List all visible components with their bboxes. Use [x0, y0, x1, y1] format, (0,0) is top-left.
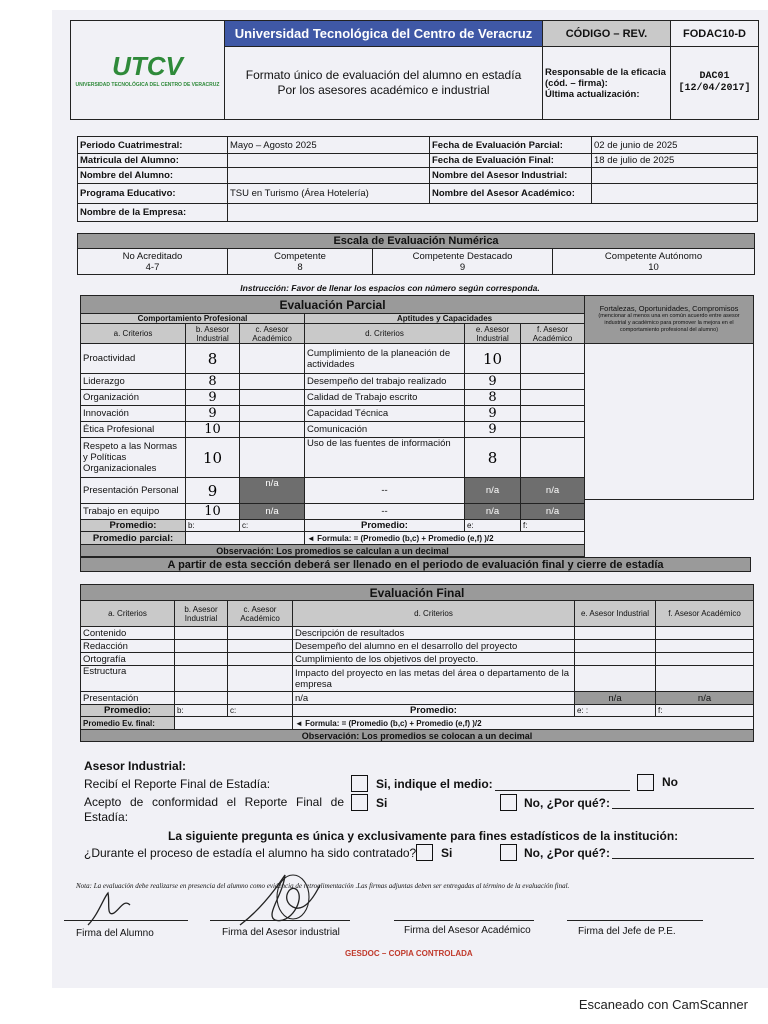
promedio-left-label: Promedio: — [81, 520, 186, 532]
promedio-final-label: Promedio Ev. final: — [81, 717, 175, 730]
table-row: Presentación Personal 9 n/a -- n/a n/a — [81, 478, 585, 504]
matricula-value — [228, 154, 430, 168]
academic-advisor-value — [592, 184, 758, 204]
observacion-parcial: Observación: Los promedios se calculan a un decimal — [81, 545, 585, 557]
final-title: Evaluación Final — [81, 585, 754, 601]
partial-eval-table — [80, 295, 585, 557]
final-date-label: Fecha de Evaluación Final: — [430, 154, 592, 168]
section-banner: A partir de esta sección deberá ser llenado en el periodo de evaluación final y cierre de estadía — [80, 557, 751, 572]
col-c: c. Asesor Académico — [240, 324, 305, 344]
student-signature-line — [64, 920, 188, 921]
hired-yes-checkbox[interactable] — [416, 844, 433, 861]
group-right: Aptitudes y Capacidades — [305, 314, 585, 324]
score-cell[interactable] — [240, 390, 305, 406]
code-value: FODAC10-D — [671, 21, 759, 47]
final-col-a: a. Criterios — [81, 601, 175, 627]
sig-label-academic: Firma del Asesor Académico — [404, 925, 531, 936]
table-row: Innovación 9 Capacidad Técnica 9 — [81, 406, 585, 422]
partial-date-value: 02 de junio de 2025 — [592, 137, 758, 154]
advisor-signature — [235, 865, 325, 935]
final-date-value: 18 de julio de 2025 — [592, 154, 758, 168]
table-row: Redacción Desempeño del alumno en el desarrollo del proyecto — [81, 640, 754, 653]
logo-cell — [71, 21, 225, 120]
university-title: Universidad Tecnológica del Centro de Veracruz — [225, 21, 543, 47]
score-cell: n/a — [240, 478, 305, 504]
matricula-label: Matricula del Alumno: — [78, 154, 228, 168]
academic-advisor-label: Nombre del Asesor Académico: — [430, 184, 592, 204]
score-cell[interactable]: 9 — [465, 374, 521, 390]
score-cell[interactable]: 10 — [186, 504, 240, 520]
responsible-value: DAC01 [12/04/2017] — [671, 47, 759, 120]
score-cell: n/a — [465, 478, 521, 504]
industrial-advisor-value — [592, 168, 758, 184]
final-col-e: e. Asesor Industrial — [575, 601, 656, 627]
score-cell[interactable] — [521, 406, 585, 422]
promedio-e[interactable]: e: — [465, 520, 521, 532]
utcv-logo: UTCV UNIVERSIDAD TECNOLÓGICA DEL CENTRO DE VERACRUZ — [75, 51, 220, 88]
sig-label-head: Firma del Jefe de P.E. — [578, 926, 676, 937]
final-col-b: b. Asesor Industrial — [175, 601, 228, 627]
advisor-signature-line — [210, 920, 350, 921]
col-f: f. Asesor Académico — [521, 324, 585, 344]
score-cell[interactable] — [240, 422, 305, 438]
note-text: Nota: La evaluación debe realizarse en presencia del alumno como evidencia de retroalimentación .Las firmas adjuntas deben ser entregadas al término de la evaluación final. — [76, 882, 570, 890]
score-cell[interactable] — [521, 344, 585, 374]
table-row: Estructura Impacto del proyecto en las metas del área o departamento de la empresa — [81, 666, 754, 692]
accept-why-input[interactable] — [612, 808, 754, 809]
col-d: d. Criterios — [305, 324, 465, 344]
accept-no-label: No, ¿Por qué?: — [524, 796, 610, 810]
scale-title: Escala de Evaluación Numérica — [78, 234, 755, 249]
table-row: Ética Profesional 10 Comunicación 9 — [81, 422, 585, 438]
table-row: Proactividad 8 Cumplimiento de la planeación de actividades 10 — [81, 344, 585, 374]
medium-input[interactable] — [495, 790, 630, 791]
table-row: Contenido Descripción de resultados — [81, 627, 754, 640]
final-eval-table — [80, 584, 754, 742]
advisor-title: Asesor Industrial: — [84, 759, 187, 773]
hired-no-label: No, ¿Por qué?: — [524, 846, 610, 860]
formula-text: ◄ Formula: = (Promedio (b,c) + Promedio (e,f) )/2 — [305, 532, 585, 545]
score-cell[interactable]: 10 — [465, 344, 521, 374]
strengths-table — [584, 295, 754, 500]
strengths-header: Fortalezas, Oportunidades, Compromisos (mencionar al menos una en común acuerdo entre asesor industrial y académico para promover la mejora en el comportamiento profesional del alumno) — [585, 296, 754, 344]
hired-question: ¿Durante el proceso de estadía el alumno ha sido contratado? — [84, 846, 417, 860]
score-cell[interactable]: 8 — [465, 438, 521, 478]
code-label: CÓDIGO – REV. — [543, 21, 671, 47]
score-cell[interactable]: 8 — [186, 374, 240, 390]
control-label: GESDOC – COPIA CONTROLADA — [345, 949, 473, 958]
final-promedio-left-label: Promedio: — [81, 705, 175, 717]
scale-level-3: Competente Destacado 9 — [373, 249, 553, 275]
received-yes-checkbox[interactable] — [351, 775, 368, 792]
score-cell[interactable]: 8 — [465, 390, 521, 406]
score-cell[interactable] — [521, 390, 585, 406]
table-row: Organización 9 Calidad de Trabajo escrito 8 — [81, 390, 585, 406]
head-signature-line — [567, 920, 703, 921]
scale-level-4: Competente Autónomo 10 — [553, 249, 755, 275]
header-table — [70, 20, 759, 120]
industrial-advisor-label: Nombre del Asesor Industrial: — [430, 168, 592, 184]
score-cell[interactable]: 8 — [186, 344, 240, 374]
program-label: Programa Educativo: — [78, 184, 228, 204]
program-value: TSU en Turismo (Área Hotelería) — [228, 184, 430, 204]
student-name-value — [228, 168, 430, 184]
score-cell[interactable] — [240, 438, 305, 478]
accept-text: Acepto de conformidad el Reporte Final de Estadía: — [84, 795, 344, 824]
accept-yes-checkbox[interactable] — [351, 794, 368, 811]
score-cell[interactable]: 9 — [186, 406, 240, 422]
statistic-note: La siguiente pregunta es única y exclusivamente para fines estadísticos de la institución: — [168, 829, 679, 843]
table-row: Ortografía Cumplimiento de los objetivos del proyecto. — [81, 653, 754, 666]
table-row: Trabajo en equipo 10 n/a -- n/a n/a — [81, 504, 585, 520]
hired-yes-label: Si — [441, 846, 453, 860]
camscanner-label: Escaneado con CamScanner — [578, 997, 748, 1012]
score-cell[interactable]: 10 — [186, 438, 240, 478]
score-cell[interactable]: 9 — [186, 390, 240, 406]
received-text: Recibí el Reporte Final de Estadía: — [84, 777, 271, 791]
strengths-input[interactable] — [585, 344, 754, 500]
final-promedio-b[interactable]: b: — [175, 705, 228, 717]
sig-label-industrial: Firma del Asesor industrial — [222, 927, 340, 938]
score-cell[interactable] — [521, 422, 585, 438]
score-cell[interactable] — [521, 438, 585, 478]
received-no-checkbox[interactable] — [637, 774, 654, 791]
score-cell[interactable]: 9 — [465, 422, 521, 438]
final-col-f: f. Asesor Académico — [656, 601, 754, 627]
score-cell: n/a — [465, 504, 521, 520]
col-e: e. Asesor Industrial — [465, 324, 521, 344]
instruction-text: Instrucción: Favor de llenar los espacios con número según corresponda. — [240, 283, 540, 293]
table-row: Respeto a las Normas y Políticas Organizacionales 10 Uso de las fuentes de información 8 — [81, 438, 585, 478]
promedio-parcial-value[interactable] — [186, 532, 305, 545]
final-promedio-f[interactable]: f: — [656, 705, 754, 717]
final-promedio-right-label: Promedio: — [293, 705, 575, 717]
accept-no-checkbox[interactable] — [500, 794, 517, 811]
score-cell[interactable]: 10 — [186, 422, 240, 438]
score-cell[interactable] — [240, 344, 305, 374]
period-label: Periodo Cuatrimestral: — [78, 137, 228, 154]
form-title: Formato único de evaluación del alumno en estadía Por los asesores académico e industrial — [225, 47, 543, 120]
accept-yes-label: Si — [376, 796, 388, 810]
scale-table — [77, 233, 755, 275]
final-promedio-e[interactable]: e: : — [575, 705, 656, 717]
promedio-c[interactable]: c: — [240, 520, 305, 532]
observacion-final: Observación: Los promedios se colocan a un decimal — [81, 730, 754, 742]
score-cell[interactable] — [240, 406, 305, 422]
scale-level-2: Competente 8 — [228, 249, 373, 275]
period-value: Mayo – Agosto 2025 — [228, 137, 430, 154]
student-name-label: Nombre del Alumno: — [78, 168, 228, 184]
score-cell[interactable] — [240, 374, 305, 390]
final-promedio-c[interactable]: c: — [228, 705, 293, 717]
partial-title: Evaluación Parcial — [81, 296, 585, 314]
promedio-final-value[interactable] — [175, 717, 293, 730]
partial-date-label: Fecha de Evaluación Parcial: — [430, 137, 592, 154]
company-value — [228, 204, 758, 222]
received-yes-label: Si, indique el medio: — [376, 777, 493, 791]
promedio-f[interactable]: f: — [521, 520, 585, 532]
promedio-right-label: Promedio: — [305, 520, 465, 532]
final-col-d: d. Criterios — [293, 601, 575, 627]
score-cell[interactable]: 9 — [186, 478, 240, 504]
score-cell: n/a — [521, 504, 585, 520]
group-left: Comportamiento Profesional — [81, 314, 305, 324]
final-col-c: c. Asesor Académico — [228, 601, 293, 627]
scale-level-1: No Acreditado 4-7 — [78, 249, 228, 275]
table-row: Liderazgo 8 Desempeño del trabajo realizado 9 — [81, 374, 585, 390]
score-cell: n/a — [521, 478, 585, 504]
col-a: a. Criterios — [81, 324, 186, 344]
score-cell[interactable]: 9 — [465, 406, 521, 422]
student-info-table — [77, 136, 758, 222]
hired-no-checkbox[interactable] — [500, 844, 517, 861]
score-cell: n/a — [240, 504, 305, 520]
company-label: Nombre de la Empresa: — [78, 204, 228, 222]
academic-signature-line — [394, 920, 534, 921]
col-b: b. Asesor Industrial — [186, 324, 240, 344]
responsible-label: Responsable de la eficacia (cód. – firma): Última actualización: — [543, 47, 671, 120]
score-cell[interactable] — [521, 374, 585, 390]
table-row: Presentación n/a n/a n/a — [81, 692, 754, 705]
received-no-label: No — [662, 775, 678, 789]
final-formula-text: ◄ Formula: = (Promedio (b,c) + Promedio (e,f) )/2 — [293, 717, 754, 730]
sig-label-student: Firma del Alumno — [76, 928, 154, 939]
promedio-b[interactable]: b: — [186, 520, 240, 532]
hired-why-input[interactable] — [612, 858, 754, 859]
promedio-parcial-label: Promedio parcial: — [81, 532, 186, 545]
